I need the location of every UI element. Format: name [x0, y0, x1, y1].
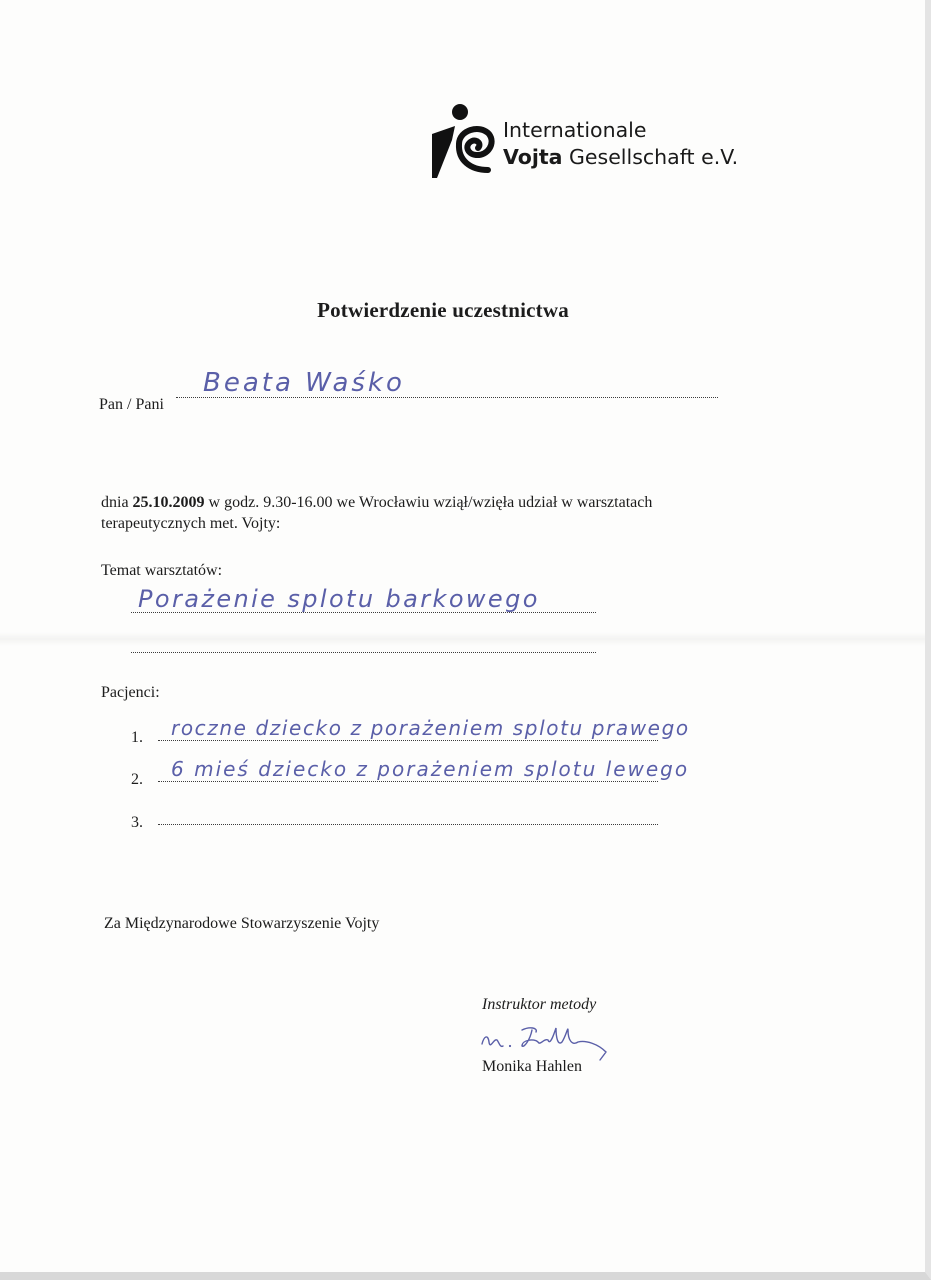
topic-label: Temat warsztatów:: [101, 562, 223, 579]
logo-gesellschaft: Gesellschaft e.V.: [562, 145, 739, 169]
patient-line-3: [158, 824, 658, 825]
document-title: Potwierdzenie uczestnictwa: [317, 298, 569, 322]
topic-line-2: [131, 652, 596, 653]
patient-line-2: [158, 781, 658, 782]
vojta-logo-icon: [428, 100, 496, 180]
patient-number-3: 3.: [131, 814, 143, 831]
confirmation-paragraph: [101, 492, 761, 534]
patients-label: Pacjenci:: [101, 684, 160, 701]
pan-pani-label: Pan / Pani: [99, 396, 164, 413]
paragraph-body: w godz. 9.30-16.00 we Wrocławiu wziął/wzięła udział w warsztatach terapeutycznych met. Vojty:: [101, 494, 653, 532]
instructor-name: Monika Hahlen: [482, 1058, 582, 1075]
logo-line-2: [503, 144, 738, 171]
patient-number-2: 2.: [131, 771, 143, 788]
patient-line-1: [158, 740, 658, 741]
logo-vojta: Vojta: [503, 145, 563, 169]
organization-line: Za Międzynarodowe Stowarzyszenie Vojty: [104, 915, 380, 932]
workshop-date: 25.10.2009: [132, 494, 205, 511]
paragraph-prefix: dnia: [101, 494, 133, 511]
topic-value: Porażenie splotu barkowego: [138, 585, 540, 613]
patient-value-1: roczne dziecko z porażeniem splotu prawego: [171, 716, 690, 740]
logo-wordmark: [503, 117, 738, 171]
logo-line-1: Internationale: [503, 118, 647, 142]
instructor-label: Instruktor metody: [482, 996, 597, 1013]
patient-number-1: 1.: [131, 729, 143, 746]
patient-value-2: 6 mieś dziecko z porażeniem splotu lewego: [171, 757, 690, 781]
participant-name: Beata Waśko: [203, 368, 405, 398]
paper-fold: [0, 632, 931, 646]
